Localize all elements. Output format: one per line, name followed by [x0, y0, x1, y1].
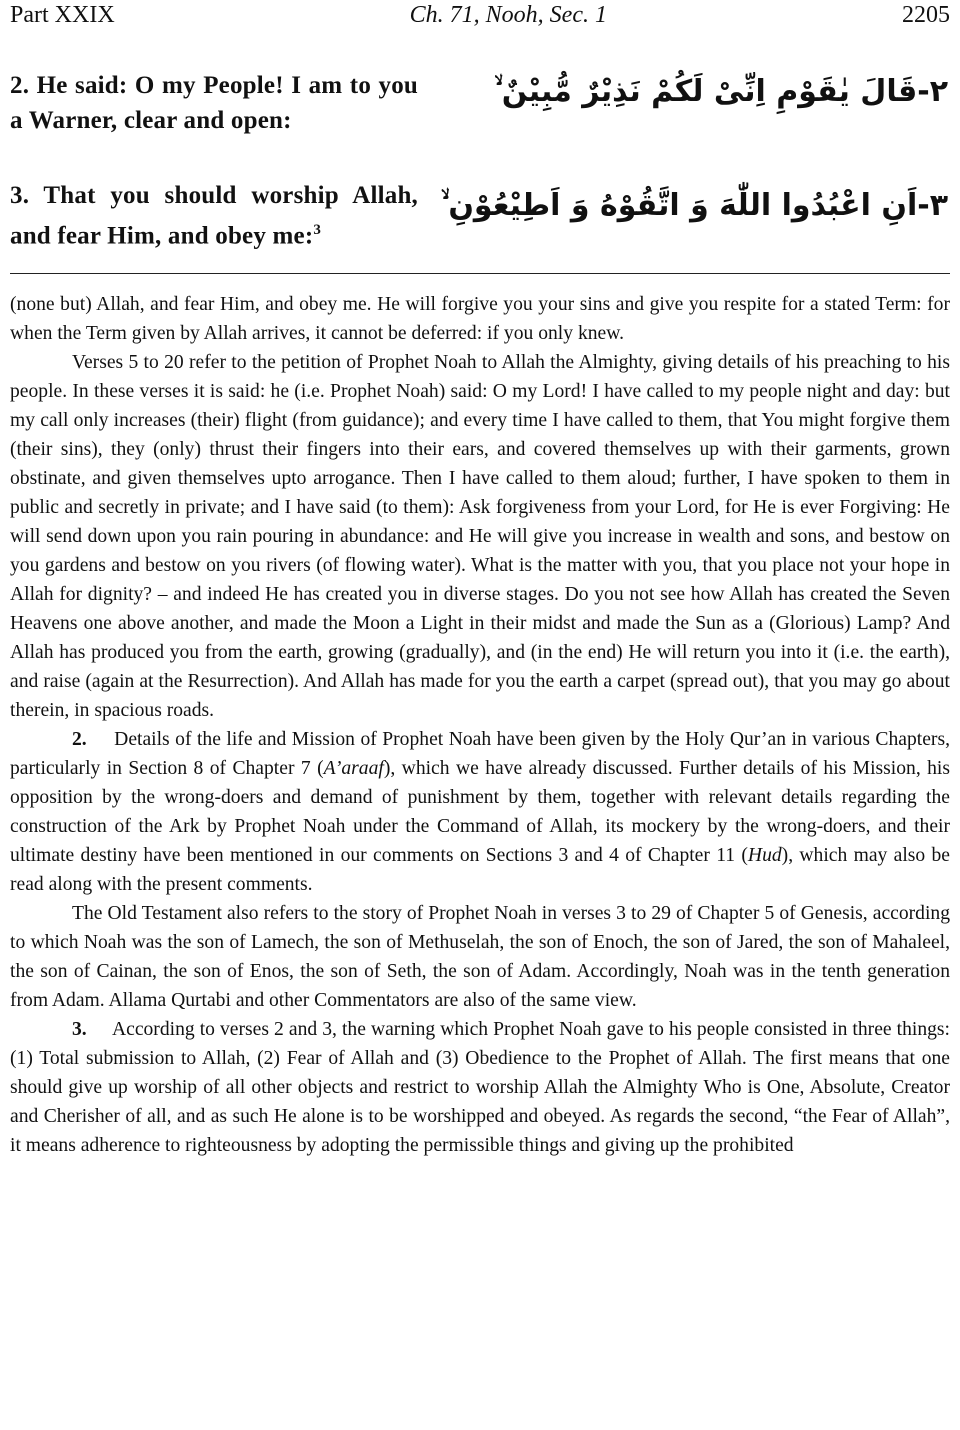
footnote-divider — [10, 273, 950, 274]
part-label: Part XXIX — [10, 2, 115, 28]
verse-3 — [10, 178, 950, 253]
verse-3-translation — [10, 178, 418, 253]
note-2-text-b: ), which we have already discussed. Further details of his Mission, his opposition by the wrong-doers and demand of punishment by them, together with relevant details regarding the construction of the Ark by Prophet Noah under the Command of Allah, its mockery by the wrong-doers, and their ultimate destiny have been mentioned in our comments on Sections 3 and 4 of Chapter 11 ( — [10, 758, 950, 867]
commentary — [10, 290, 950, 1160]
commentary-paragraph-1: (none but) Allah, and fear Him, and obey me. He will forgive you your sins and give you respite for a stated Term: for when the Term given by Allah arrives, it cannot be deferred: if you only knew. — [10, 294, 950, 345]
note-2-text-a: Details of the life and Mission of Prophet Noah have been given by the Holy Qur’an in various Chapters, particularly in Section 8 of Chapter 7 ( — [10, 729, 950, 780]
commentary-paragraph-2: Verses 5 to 20 refer to the petition of Prophet Noah to Allah the Almighty, giving details of his preaching to his people. In these verses it is said: he (i.e. Prophet Noah) said: O my Lord! I have called to my people night and day: but my call only increases (their) flight (from guidance); and every time I have called to them, that You might forgive them (their sins), they (only) thrust their fingers into their ears, and covered themselves up with their garments, grown obstinate, and given themselves upto arrogance. Then I have called to them aloud; further, I have spoken to them in public and secretly in private; and I have said (to them): Ask forgiveness from your Lord, for He is ever Forgiving: He will send down upon you rain pouring in abundance: and He will give you increase in wealth and sons, and bestow on you gardens and bestow on you rivers (of flowing water). What is the matter with you, that you place not your hope in Allah for dignity? – and indeed He has created you in diverse stages. Do you not see how Allah has created the Seven Heavens one above another, and made the Moon a Light in their midst and made the Sun as a (Glorious) Lamp? And Allah has produced you from the earth, growing (gradually), and (in the end) He will return you into it (i.e. the earth), and raise (again at the Resurrection). And Allah has made for you the earth a carpet (spread out), that you may go about therein, in spacious roads. — [10, 352, 950, 722]
verse-3-text: 3. That you should worship Allah, and fear Him, and obey me: — [10, 182, 418, 250]
page-number: 2205 — [901, 2, 950, 28]
chapter-title: Ch. 71, Nooh, Sec. 1 — [409, 2, 607, 28]
running-header — [10, 0, 950, 40]
commentary-paragraph-4: The Old Testament also refers to the story of Prophet Noah in verses 3 to 29 of Chapter 5 of Genesis, according to which Noah was the son of Lamech, the son of Methuselah, the son of Enoch, the son of Jared, the son of Mahaleel, the son of Cainan, the son of Enos, the son of Seth, the son of Adam. Accordingly, Noah was in the tenth generation from Adam. Allama Qurtabi and other Commentators are also of the same view. — [10, 903, 950, 1012]
note-2-italic-hud: Hud — [747, 845, 782, 867]
commentary-paragraph-5 — [10, 1015, 950, 1160]
note-number-3: 3. — [72, 1019, 87, 1041]
verse-3-arabic: ٣-اَنِ اعْبُدُوا اللّٰهَ وَ اتَّقُوْهُ وَ اَطِیْعُوْنِ ۙ — [440, 188, 948, 223]
commentary-paragraph-3 — [10, 725, 950, 899]
verse-2-arabic: ٢-قَالَ يٰقَوْمِ اِنِّیْ لَكُمْ نَذِیْرٌ مُّبِیْنٌ ۙ — [494, 74, 948, 109]
verse-2 — [10, 68, 950, 138]
verse-2-text: 2. He said: O my People! I am to you a Warner, clear and open: — [10, 72, 418, 134]
verse-2-translation — [10, 68, 418, 138]
note-2-italic-aaraaf: A’araaf — [323, 758, 384, 780]
note-2-text-c: ), which may also be read along with the present comments. — [10, 845, 950, 896]
footnote-ref: 3 — [313, 222, 322, 238]
note-3-text: According to verses 2 and 3, the warning which Prophet Noah gave to his people consisted in three things: (1) Total submission to Allah, (2) Fear of Allah and (3) Obedience to the Prophet of Allah. The first means that one should give up worship of all other objects and restrict to worship Allah the Almighty Who is One, Absolute, Creator and Cherisher of all, and as such He alone is to be worshipped and obeyed. As regards the second, “the Fear of Allah”, it means adherence to righteousness by adopting the permissible things and giving up the prohibited — [10, 1019, 950, 1157]
note-number-2: 2. — [72, 729, 87, 751]
